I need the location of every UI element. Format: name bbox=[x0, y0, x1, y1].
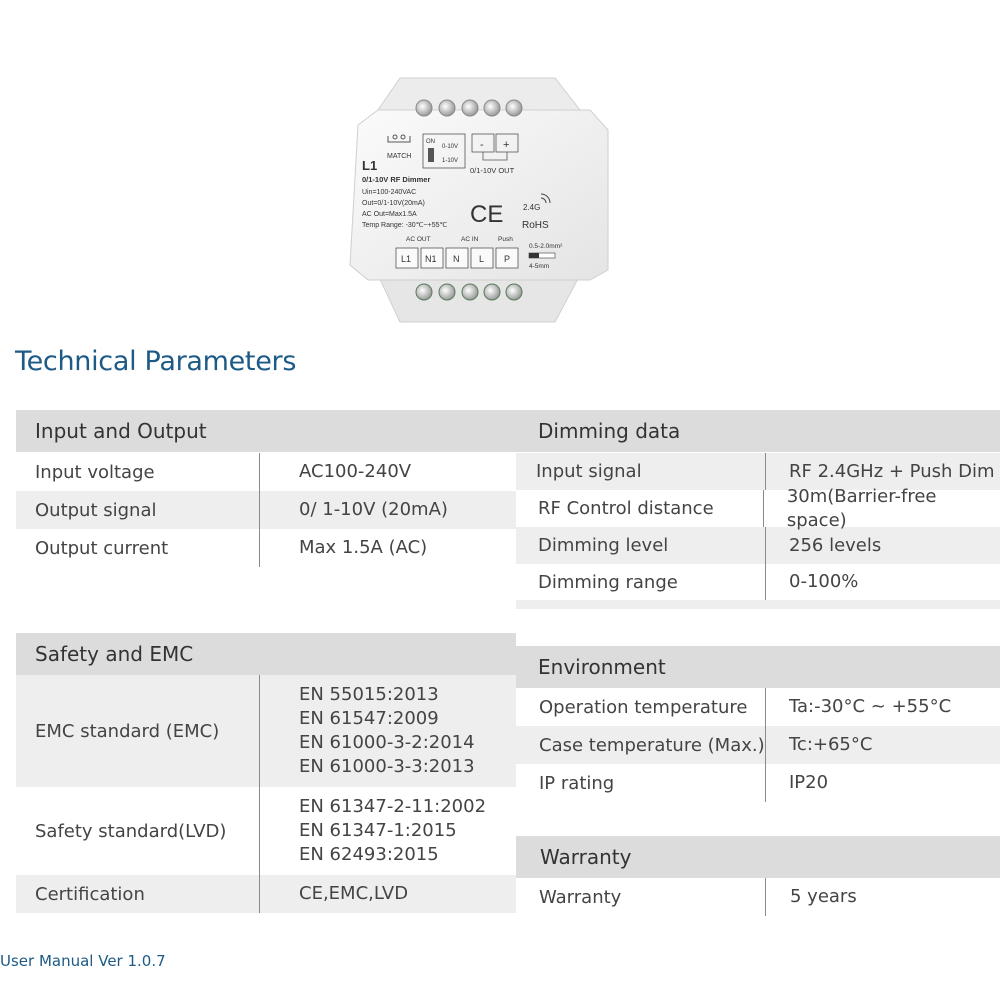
row-value bbox=[259, 787, 486, 875]
value-text: AC100-240V bbox=[299, 461, 412, 482]
value-text: 5 years bbox=[790, 886, 857, 907]
row-value bbox=[763, 485, 1000, 531]
table-row bbox=[16, 453, 516, 491]
table-row bbox=[16, 529, 516, 567]
wire-gauge: 0.5-2.0mm² bbox=[529, 243, 563, 250]
value-text: Tc:+65°C bbox=[789, 734, 873, 755]
dimming-heading: Dimming data bbox=[516, 410, 1000, 452]
row-value bbox=[765, 878, 857, 916]
value-text: CE,EMC,LVD bbox=[299, 883, 409, 904]
ac-in-label: AC IN bbox=[461, 236, 479, 243]
table-row bbox=[16, 787, 516, 875]
environment-table bbox=[516, 688, 1000, 802]
value-text: Max 1.5A (AC) bbox=[299, 537, 428, 558]
value-text: 256 levels bbox=[789, 534, 882, 556]
strip-length: 4-5mm bbox=[529, 263, 550, 270]
spec-uin: Uin=100-240VAC bbox=[362, 189, 417, 196]
ac-out-label: AC OUT bbox=[406, 236, 431, 243]
model-label: L1 bbox=[362, 158, 378, 173]
product-image bbox=[340, 70, 620, 340]
row-value bbox=[765, 764, 828, 802]
divider bbox=[516, 601, 1000, 609]
safety-heading: Safety and EMC bbox=[16, 633, 516, 675]
row-label: Output signal bbox=[35, 499, 157, 521]
row-value bbox=[259, 875, 408, 913]
terminal-l: L bbox=[479, 254, 485, 264]
table-row bbox=[516, 726, 1000, 764]
spec-acout: AC Out=Max1.5A bbox=[362, 211, 417, 218]
table-row bbox=[516, 688, 1000, 726]
switch-opt2-label: 1-10V bbox=[442, 158, 459, 164]
minus-label: - bbox=[480, 139, 484, 151]
table-row bbox=[516, 764, 1000, 802]
footer-version: User Manual Ver 1.0.7 bbox=[0, 952, 166, 970]
value-text: EN 61000-3-3:2013 bbox=[299, 756, 475, 777]
value-text: EN 61347-2-11:2002 bbox=[299, 796, 487, 817]
row-label: Operation temperature bbox=[539, 696, 748, 718]
row-label: EMC standard (EMC) bbox=[35, 720, 220, 742]
value-text: EN 62493:2015 bbox=[299, 844, 439, 865]
terminal-l1: L1 bbox=[401, 254, 412, 264]
terminal-p: P bbox=[504, 254, 511, 264]
table-row bbox=[16, 675, 516, 787]
table-row bbox=[516, 878, 1000, 916]
environment-heading: Environment bbox=[516, 646, 1000, 688]
table-row bbox=[16, 875, 516, 913]
row-label: Output current bbox=[35, 537, 169, 559]
terminal-n1: N1 bbox=[425, 254, 437, 264]
row-value bbox=[765, 688, 951, 726]
spec-out: Out=0/1-10V(20mA) bbox=[362, 200, 425, 207]
row-value bbox=[765, 726, 872, 764]
row-label: IP rating bbox=[539, 772, 615, 794]
dimming-table bbox=[516, 453, 1000, 609]
spec-temp: Temp Range: -30℃~+55℃ bbox=[362, 222, 448, 229]
value-text: RF 2.4GHz + Push Dim bbox=[789, 460, 995, 482]
row-value bbox=[259, 491, 448, 529]
warranty-heading: Warranty bbox=[516, 836, 1000, 878]
row-label: Dimming level bbox=[538, 535, 669, 556]
rohs-mark: RoHS bbox=[522, 220, 549, 231]
value-text: EN 61547:2009 bbox=[299, 708, 439, 729]
row-label: RF Control distance bbox=[538, 498, 714, 519]
table-row bbox=[16, 491, 516, 529]
row-label: Certification bbox=[35, 883, 145, 905]
safety-table bbox=[16, 675, 516, 913]
row-label: Warranty bbox=[539, 886, 622, 908]
table-row bbox=[516, 527, 1000, 564]
match-label: MATCH bbox=[387, 153, 412, 160]
row-label: Input voltage bbox=[35, 461, 155, 483]
row-value bbox=[259, 529, 427, 567]
ce-mark: CE bbox=[470, 201, 504, 228]
value-text: EN 55015:2013 bbox=[299, 684, 439, 705]
row-value bbox=[765, 527, 881, 564]
value-text: IP20 bbox=[789, 772, 829, 793]
row-label: Dimming range bbox=[538, 571, 678, 593]
value-text: EN 61347-1:2015 bbox=[299, 820, 457, 841]
page-title: Technical Parameters bbox=[15, 346, 297, 377]
out-label: 0/1-10V OUT bbox=[470, 166, 515, 175]
terminal-n: N bbox=[453, 254, 460, 264]
row-label: Case temperature (Max.) bbox=[539, 734, 765, 756]
row-label: Input signal bbox=[536, 461, 642, 482]
warranty-table bbox=[516, 878, 1000, 916]
plus-label: + bbox=[503, 139, 510, 151]
value-text: EN 61000-3-2:2014 bbox=[299, 732, 475, 753]
value-text: 30m(Barrier-free space) bbox=[786, 485, 937, 531]
row-value bbox=[259, 675, 475, 787]
row-value bbox=[765, 564, 858, 600]
rf-label: 2.4G bbox=[523, 203, 541, 212]
table-row bbox=[516, 564, 1000, 601]
input-output-heading: Input and Output bbox=[16, 410, 516, 452]
value-text: 0/ 1-10V (20mA) bbox=[299, 499, 448, 520]
switch-opt1-label: 0-10V bbox=[442, 144, 459, 150]
row-value bbox=[259, 453, 411, 491]
row-label: Safety standard(LVD) bbox=[35, 820, 227, 842]
table-row bbox=[516, 485, 1000, 531]
input-output-table bbox=[16, 453, 516, 567]
value-text: 0-100% bbox=[789, 571, 859, 592]
push-label: Push bbox=[498, 236, 513, 243]
switch-on-label: ON bbox=[426, 139, 435, 145]
device-name: 0/1-10V RF Dimmer bbox=[362, 175, 431, 184]
value-text: Ta:-30°C ~ +55°C bbox=[789, 696, 952, 717]
